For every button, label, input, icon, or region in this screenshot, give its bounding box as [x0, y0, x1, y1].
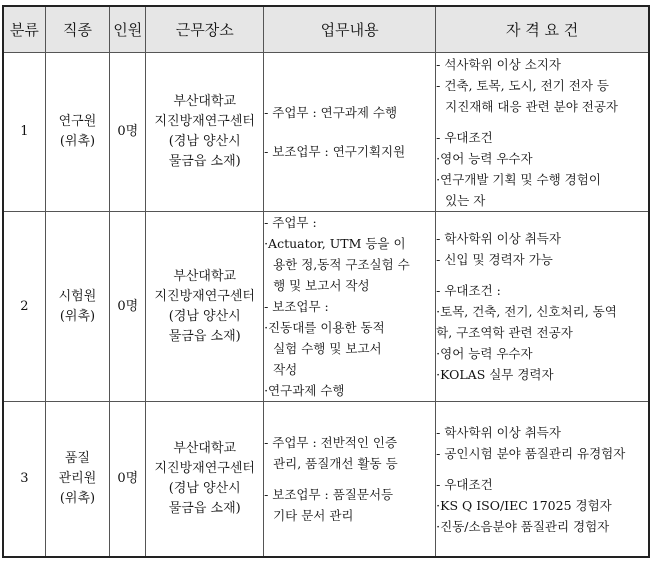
qual-line: 지진재해 대응 관련 분야 전공자	[445, 98, 619, 114]
header-job: 직종	[45, 6, 109, 53]
qual-line: ·연구개발 기획 및 수행 경험이	[436, 171, 601, 187]
qual-line: - 우대조건	[436, 476, 493, 492]
place-cell	[146, 53, 264, 212]
duty-line: 작성	[273, 362, 298, 377]
header-count: 인원	[110, 6, 146, 53]
duty-line: - 보조업무 : 품질문서등	[264, 487, 394, 502]
qual-line: - 학사학위 이상 취득자	[436, 424, 561, 440]
count-value: 0명	[117, 124, 139, 139]
header-category: 분류	[3, 6, 45, 53]
place-line: 지진방재연구센터	[154, 461, 255, 476]
qual-line: ·KOLAS 실무 경력자	[436, 367, 554, 382]
place-cell	[146, 212, 264, 402]
category-cell	[3, 402, 45, 558]
place-line: 부산대학교	[173, 268, 237, 284]
duty-line: - 보조업무 : 연구기획지원	[264, 144, 406, 159]
duty-line: - 보조업무 :	[264, 299, 329, 314]
place-line: 부산대학교	[173, 94, 237, 109]
qual-line: - 학사학위 이상 취득자	[436, 231, 561, 246]
duty-line: 관리, 품질개선 활동 등	[273, 456, 398, 471]
qual-line: - 공인시험 분야 품질관리 유경험자	[436, 445, 626, 461]
place-line: 부산대학교	[173, 441, 237, 456]
place-line: (경남 양산시	[168, 481, 241, 496]
header-qualifications: 자 격 요 건	[436, 6, 649, 53]
place-line: 지진방재연구센터	[154, 288, 255, 304]
duty-line: ·진동대를 이용한 동적	[264, 320, 385, 335]
category-value: 3	[20, 471, 29, 486]
place-line: (경남 양산시	[168, 134, 241, 149]
job-cell	[45, 402, 109, 558]
count-cell	[110, 402, 146, 558]
qual-line: - 우대조건	[436, 129, 493, 145]
duty-line: 행 및 보고서 작성	[273, 278, 370, 293]
qual-line: ·영어 능력 우수자	[436, 150, 533, 166]
duty-line: 실험 수행 및 보고서	[273, 341, 382, 356]
count-cell	[110, 53, 146, 212]
job-line: 연구원	[58, 114, 97, 129]
count-value: 0명	[117, 471, 139, 486]
job-line: (위촉)	[59, 134, 96, 149]
place-line: (경남 양산시	[168, 308, 241, 324]
place-line: 지진방재연구센터	[154, 114, 255, 129]
job-line: (위촉)	[59, 491, 96, 506]
category-cell	[3, 212, 45, 402]
qualification-cell	[436, 402, 649, 558]
category-value: 1	[20, 124, 29, 139]
job-line: 시험원	[58, 288, 97, 304]
table-row	[3, 212, 649, 402]
place-line: 물금읍 소재)	[168, 154, 241, 169]
qualification-cell	[436, 212, 649, 402]
qualification-cell	[436, 53, 649, 212]
place-line: 물금읍 소재)	[168, 328, 241, 344]
qual-line: ·토목, 건축, 전기, 신호처리, 동역	[436, 304, 617, 319]
qual-line: - 석사학위 이상 소지자	[436, 56, 561, 72]
count-cell	[110, 212, 146, 402]
qual-line: - 우대조건 :	[436, 283, 501, 298]
duty-cell	[264, 402, 436, 558]
duty-line: - 주업무 : 연구과제 수행	[264, 105, 398, 120]
duty-line: ·연구과제 수행	[264, 383, 345, 398]
job-cell	[45, 212, 109, 402]
place-cell	[146, 402, 264, 558]
table-row	[3, 53, 649, 212]
header-row	[3, 6, 649, 53]
qual-line: - 신입 및 경력자 가능	[436, 252, 553, 267]
job-cell	[45, 53, 109, 212]
qual-line: 학, 구조역학 관련 전공자	[436, 325, 573, 340]
qual-line: 있는 자	[445, 192, 486, 208]
duty-line: - 주업무 : 전반적인 인증	[264, 435, 398, 450]
count-value: 0명	[117, 298, 139, 314]
header-place: 근무장소	[146, 6, 264, 53]
place-line: 물금읍 소재)	[168, 501, 241, 516]
duty-line: 용한 정,동적 구조실험 수	[273, 257, 410, 272]
table-row	[3, 402, 649, 558]
header-duties: 업무내용	[264, 6, 436, 53]
duty-line: 기타 문서 관리	[273, 508, 354, 523]
duty-line: ·Actuator, UTM 등을 이	[264, 236, 406, 251]
qual-line: ·영어 능력 우수자	[436, 346, 533, 361]
category-value: 2	[20, 298, 29, 314]
duty-cell	[264, 53, 436, 212]
recruitment-table	[2, 5, 650, 558]
job-line: 관리원	[58, 471, 97, 486]
duty-cell	[264, 212, 436, 402]
job-line: 품질	[64, 451, 90, 466]
duty-line: - 주업무 :	[264, 215, 317, 230]
qual-line: ·진동/소음분야 품질관리 경험자	[436, 518, 610, 534]
job-line: (위촉)	[59, 308, 96, 324]
qual-line: - 건축, 토목, 도시, 전기 전자 등	[436, 77, 609, 93]
qual-line: ·KS Q ISO/IEC 17025 경험자	[436, 497, 612, 513]
category-cell	[3, 53, 45, 212]
